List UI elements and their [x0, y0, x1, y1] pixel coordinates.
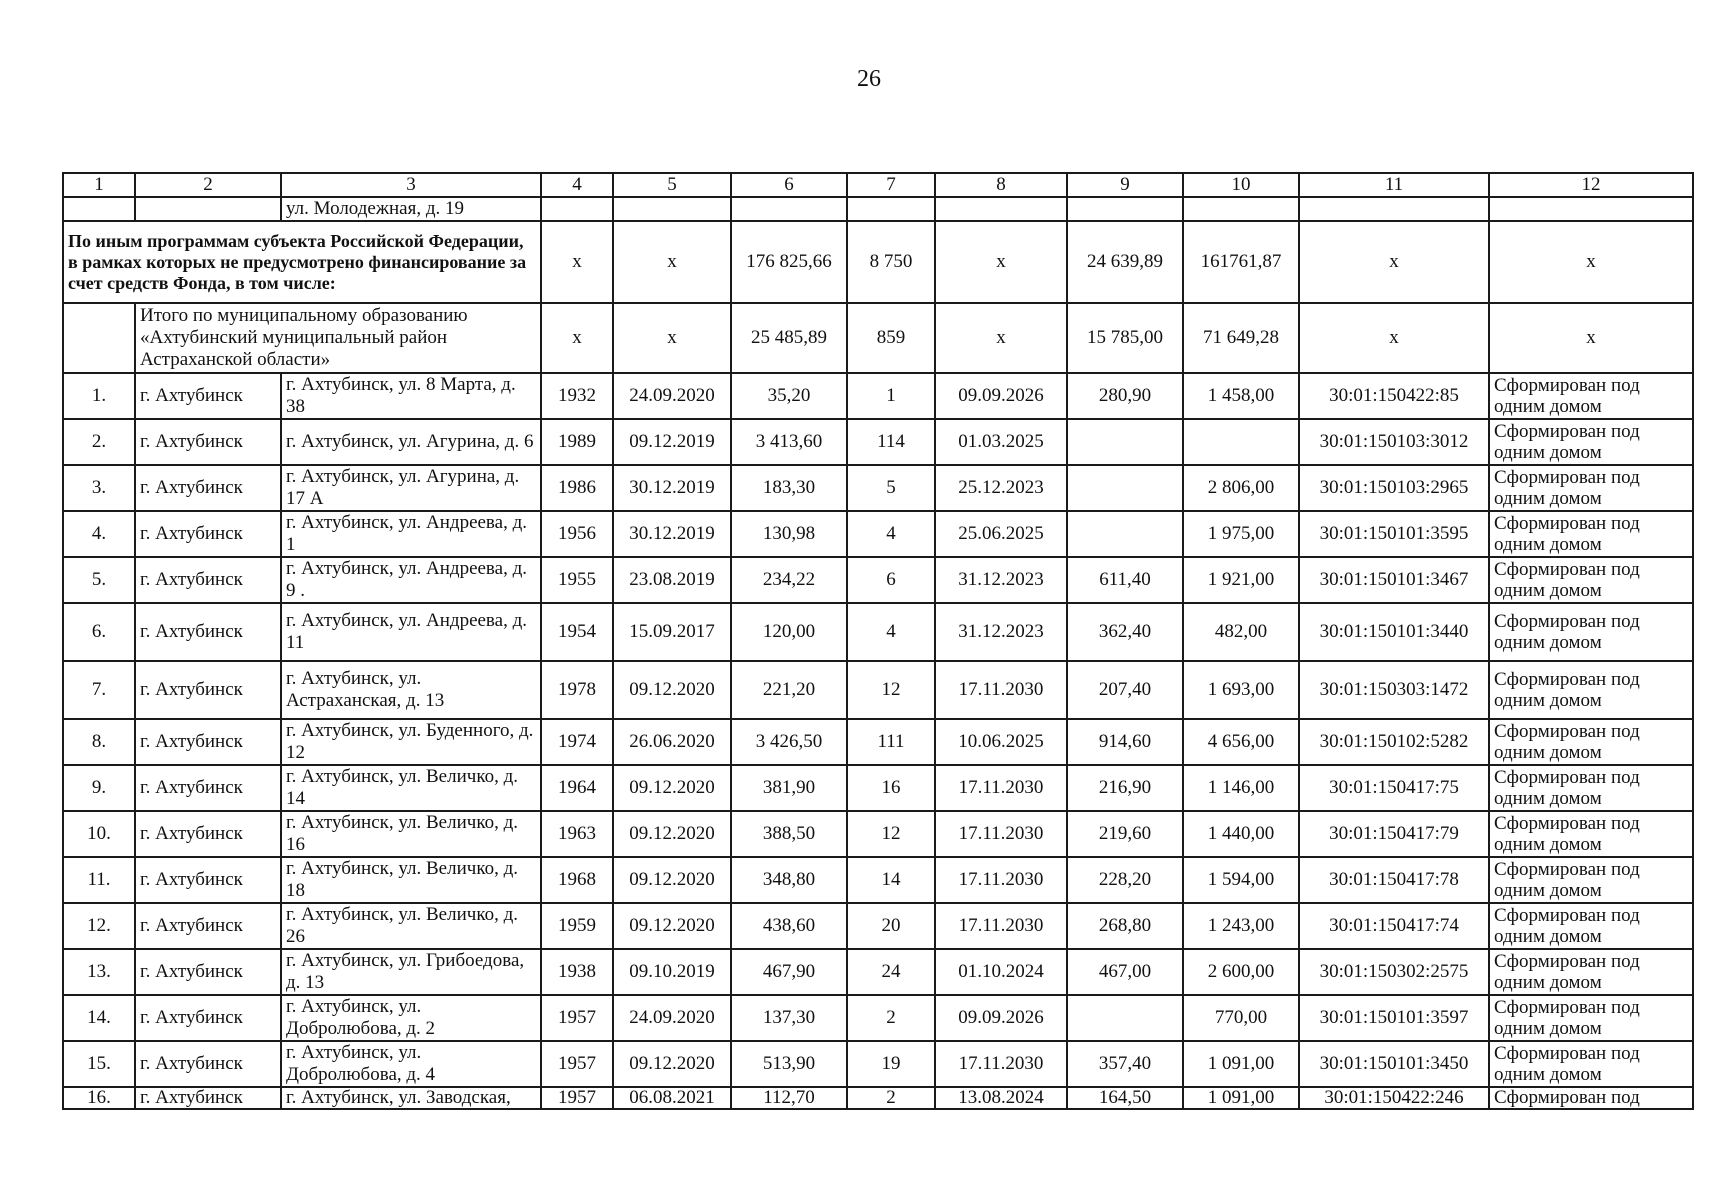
cadastral-number-cell: 30:01:150417:75	[1299, 765, 1489, 811]
deadline-cell: 17.11.2030	[935, 1041, 1067, 1087]
cadastral-number-cell: 30:01:150103:3012	[1299, 419, 1489, 465]
empty-cell	[63, 303, 135, 373]
value-cell: 228,20	[1067, 857, 1183, 903]
cadastral-number-cell: 30:01:150417:79	[1299, 811, 1489, 857]
row-number-cell: 15.	[63, 1041, 135, 1087]
area-cell: 438,60	[731, 903, 847, 949]
total-cell: x	[541, 221, 613, 303]
value-cell: 2 600,00	[1183, 949, 1299, 995]
year-cell: 1956	[541, 511, 613, 557]
cadastral-number-cell: 30:01:150102:5282	[1299, 719, 1489, 765]
column-header: 5	[613, 173, 731, 197]
row-number-cell: 12.	[63, 903, 135, 949]
cadastral-number-cell: 30:01:150101:3440	[1299, 603, 1489, 661]
total-municipal-row	[63, 303, 1693, 373]
residents-cell: 2	[847, 1087, 935, 1109]
table-row	[63, 603, 1693, 661]
residents-cell: 4	[847, 511, 935, 557]
total-programs-row	[63, 221, 1693, 303]
value-cell: 362,40	[1067, 603, 1183, 661]
table-row	[63, 949, 1693, 995]
residents-cell: 5	[847, 465, 935, 511]
deadline-cell: 13.08.2024	[935, 1087, 1067, 1109]
row-number-cell: 11.	[63, 857, 135, 903]
value-cell: 1 091,00	[1183, 1087, 1299, 1109]
residents-cell: 20	[847, 903, 935, 949]
year-cell: 1963	[541, 811, 613, 857]
column-number-header-row	[63, 173, 1693, 197]
city-cell: г. Ахтубинск	[135, 903, 281, 949]
year-cell: 1974	[541, 719, 613, 765]
date-cell: 09.12.2020	[613, 811, 731, 857]
city-cell: г. Ахтубинск	[135, 765, 281, 811]
total-cell: x	[613, 303, 731, 373]
address-cell: ул. Молодежная, д. 19	[281, 197, 541, 221]
row-number-cell: 4.	[63, 511, 135, 557]
city-cell: г. Ахтубинск	[135, 419, 281, 465]
total-cell: x	[1299, 221, 1489, 303]
residents-cell: 114	[847, 419, 935, 465]
empty-cell	[1067, 197, 1183, 221]
table-row	[63, 419, 1693, 465]
row-number-cell: 16.	[63, 1087, 135, 1109]
total-cell: 176 825,66	[731, 221, 847, 303]
year-cell: 1932	[541, 373, 613, 419]
cadastral-number-cell: 30:01:150101:3595	[1299, 511, 1489, 557]
column-header: 8	[935, 173, 1067, 197]
deadline-cell: 25.06.2025	[935, 511, 1067, 557]
city-cell: г. Ахтубинск	[135, 995, 281, 1041]
address-cell: г. Ахтубинск, ул. Величко, д. 14	[281, 765, 541, 811]
cadastral-number-cell: 30:01:150422:246	[1299, 1087, 1489, 1109]
row-number-cell: 10.	[63, 811, 135, 857]
row-number-cell: 5.	[63, 557, 135, 603]
date-cell: 09.12.2020	[613, 903, 731, 949]
year-cell: 1957	[541, 1087, 613, 1109]
deadline-cell: 25.12.2023	[935, 465, 1067, 511]
deadline-cell: 01.03.2025	[935, 419, 1067, 465]
table-row	[63, 661, 1693, 719]
row-number-cell: 3.	[63, 465, 135, 511]
table-row	[63, 811, 1693, 857]
note-cell: Сформирован под одним домом	[1489, 373, 1693, 419]
address-cell: г. Ахтубинск, ул. Величко, д. 26	[281, 903, 541, 949]
deadline-cell: 17.11.2030	[935, 661, 1067, 719]
address-cell: г. Ахтубинск, ул. Величко, д. 18	[281, 857, 541, 903]
note-cell: Сформирован под одним домом	[1489, 465, 1693, 511]
deadline-cell: 01.10.2024	[935, 949, 1067, 995]
note-cell: Сформирован под одним домом	[1489, 419, 1693, 465]
date-cell: 09.12.2019	[613, 419, 731, 465]
total-cell: x	[1489, 221, 1693, 303]
empty-cell	[847, 197, 935, 221]
area-cell: 120,00	[731, 603, 847, 661]
empty-cell	[935, 197, 1067, 221]
area-cell: 381,90	[731, 765, 847, 811]
area-cell: 3 413,60	[731, 419, 847, 465]
deadline-cell: 17.11.2030	[935, 903, 1067, 949]
deadline-cell: 17.11.2030	[935, 811, 1067, 857]
note-cell: Сформирован под одним домом	[1489, 557, 1693, 603]
date-cell: 15.09.2017	[613, 603, 731, 661]
address-cell: г. Ахтубинск, ул. Астраханская, д. 13	[281, 661, 541, 719]
total-municipal-label: Итого по муниципальному образованию «Ахтубинский муниципальный район Астраханской области»	[135, 303, 541, 373]
residents-cell: 19	[847, 1041, 935, 1087]
column-header: 3	[281, 173, 541, 197]
city-cell: г. Ахтубинск	[135, 1041, 281, 1087]
row-number-cell: 1.	[63, 373, 135, 419]
residents-cell: 14	[847, 857, 935, 903]
value-cell: 357,40	[1067, 1041, 1183, 1087]
row-number-cell: 7.	[63, 661, 135, 719]
date-cell: 23.08.2019	[613, 557, 731, 603]
table-row	[63, 511, 1693, 557]
total-cell: x	[1489, 303, 1693, 373]
year-cell: 1954	[541, 603, 613, 661]
address-cell: г. Ахтубинск, ул. Заводская,	[281, 1087, 541, 1109]
cadastral-number-cell: 30:01:150101:3467	[1299, 557, 1489, 603]
row-number-cell: 6.	[63, 603, 135, 661]
address-cell: г. Ахтубинск, ул. Агурина, д. 6	[281, 419, 541, 465]
table-row	[63, 1087, 1693, 1109]
date-cell: 09.10.2019	[613, 949, 731, 995]
note-cell: Сформирован под одним домом	[1489, 857, 1693, 903]
cadastral-number-cell: 30:01:150422:85	[1299, 373, 1489, 419]
note-cell: Сформирован под одним домом	[1489, 811, 1693, 857]
table-row	[63, 465, 1693, 511]
value-cell: 1 594,00	[1183, 857, 1299, 903]
residents-cell: 16	[847, 765, 935, 811]
area-cell: 234,22	[731, 557, 847, 603]
value-cell: 1 975,00	[1183, 511, 1299, 557]
note-cell: Сформирован под одним домом	[1489, 719, 1693, 765]
cadastral-number-cell: 30:01:150303:1472	[1299, 661, 1489, 719]
deadline-cell: 09.09.2026	[935, 995, 1067, 1041]
empty-cell	[541, 197, 613, 221]
value-cell	[1067, 995, 1183, 1041]
city-cell: г. Ахтубинск	[135, 511, 281, 557]
residents-cell: 111	[847, 719, 935, 765]
column-header: 11	[1299, 173, 1489, 197]
address-cell: г. Ахтубинск, ул. 8 Марта, д. 38	[281, 373, 541, 419]
value-cell	[1067, 511, 1183, 557]
date-cell: 24.09.2020	[613, 373, 731, 419]
value-cell: 914,60	[1067, 719, 1183, 765]
column-header: 10	[1183, 173, 1299, 197]
address-cell: г. Ахтубинск, ул. Добролюбова, д. 2	[281, 995, 541, 1041]
year-cell: 1957	[541, 995, 613, 1041]
table-row	[63, 373, 1693, 419]
area-cell: 467,90	[731, 949, 847, 995]
total-cell: 15 785,00	[1067, 303, 1183, 373]
year-cell: 1957	[541, 1041, 613, 1087]
column-header: 1	[63, 173, 135, 197]
city-cell: г. Ахтубинск	[135, 949, 281, 995]
residents-cell: 12	[847, 661, 935, 719]
total-cell: x	[613, 221, 731, 303]
address-cell: г. Ахтубинск, ул. Буденного, д. 12	[281, 719, 541, 765]
year-cell: 1989	[541, 419, 613, 465]
address-cell: г. Ахтубинск, ул. Андреева, д. 9 .	[281, 557, 541, 603]
value-cell: 1 693,00	[1183, 661, 1299, 719]
value-cell: 216,90	[1067, 765, 1183, 811]
note-cell: Сформирован под одним домом	[1489, 1041, 1693, 1087]
city-cell: г. Ахтубинск	[135, 857, 281, 903]
value-cell: 611,40	[1067, 557, 1183, 603]
value-cell	[1183, 419, 1299, 465]
city-cell: г. Ахтубинск	[135, 373, 281, 419]
note-cell: Сформирован под одним домом	[1489, 661, 1693, 719]
value-cell: 268,80	[1067, 903, 1183, 949]
total-cell: 25 485,89	[731, 303, 847, 373]
housing-registry-table	[62, 172, 1694, 1110]
date-cell: 06.08.2021	[613, 1087, 731, 1109]
value-cell: 770,00	[1183, 995, 1299, 1041]
year-cell: 1968	[541, 857, 613, 903]
empty-cell	[731, 197, 847, 221]
total-cell: 71 649,28	[1183, 303, 1299, 373]
value-cell: 164,50	[1067, 1087, 1183, 1109]
year-cell: 1986	[541, 465, 613, 511]
column-header: 12	[1489, 173, 1693, 197]
date-cell: 09.12.2020	[613, 1041, 731, 1087]
value-cell: 207,40	[1067, 661, 1183, 719]
deadline-cell: 10.06.2025	[935, 719, 1067, 765]
table-row	[63, 719, 1693, 765]
year-cell: 1964	[541, 765, 613, 811]
area-cell: 112,70	[731, 1087, 847, 1109]
empty-cell	[135, 197, 281, 221]
city-cell: г. Ахтубинск	[135, 603, 281, 661]
value-cell: 1 243,00	[1183, 903, 1299, 949]
continuation-row	[63, 197, 1693, 221]
table-row	[63, 1041, 1693, 1087]
table-row	[63, 857, 1693, 903]
area-cell: 137,30	[731, 995, 847, 1041]
total-cell: x	[935, 303, 1067, 373]
date-cell: 09.12.2020	[613, 765, 731, 811]
total-cell: 859	[847, 303, 935, 373]
table-row	[63, 557, 1693, 603]
city-cell: г. Ахтубинск	[135, 811, 281, 857]
address-cell: г. Ахтубинск, ул. Грибоедова, д. 13	[281, 949, 541, 995]
address-cell: г. Ахтубинск, ул. Величко, д. 16	[281, 811, 541, 857]
date-cell: 30.12.2019	[613, 465, 731, 511]
empty-cell	[1489, 197, 1693, 221]
value-cell	[1067, 465, 1183, 511]
total-cell: 8 750	[847, 221, 935, 303]
deadline-cell: 31.12.2023	[935, 557, 1067, 603]
date-cell: 09.12.2020	[613, 661, 731, 719]
city-cell: г. Ахтубинск	[135, 661, 281, 719]
year-cell: 1978	[541, 661, 613, 719]
total-cell: 161761,87	[1183, 221, 1299, 303]
date-cell: 09.12.2020	[613, 857, 731, 903]
row-number-cell: 9.	[63, 765, 135, 811]
page-number: 26	[857, 66, 881, 92]
area-cell: 35,20	[731, 373, 847, 419]
total-programs-label: По иным программам субъекта Российской Федерации, в рамках которых не предусмотрено финансирование за счет средств Фонда, в том числе:	[63, 221, 541, 303]
address-cell: г. Ахтубинск, ул. Андреева, д. 1	[281, 511, 541, 557]
table-row	[63, 903, 1693, 949]
deadline-cell: 17.11.2030	[935, 857, 1067, 903]
address-cell: г. Ахтубинск, ул. Добролюбова, д. 4	[281, 1041, 541, 1087]
row-number-cell: 8.	[63, 719, 135, 765]
area-cell: 388,50	[731, 811, 847, 857]
note-cell: Сформирован под одним домом	[1489, 995, 1693, 1041]
empty-cell	[63, 197, 135, 221]
value-cell: 4 656,00	[1183, 719, 1299, 765]
value-cell: 1 440,00	[1183, 811, 1299, 857]
date-cell: 24.09.2020	[613, 995, 731, 1041]
column-header: 2	[135, 173, 281, 197]
column-header: 9	[1067, 173, 1183, 197]
residents-cell: 6	[847, 557, 935, 603]
value-cell	[1067, 419, 1183, 465]
cadastral-number-cell: 30:01:150417:74	[1299, 903, 1489, 949]
cadastral-number-cell: 30:01:150302:2575	[1299, 949, 1489, 995]
value-cell: 467,00	[1067, 949, 1183, 995]
empty-cell	[1183, 197, 1299, 221]
table-row	[63, 995, 1693, 1041]
city-cell: г. Ахтубинск	[135, 557, 281, 603]
year-cell: 1938	[541, 949, 613, 995]
value-cell: 1 091,00	[1183, 1041, 1299, 1087]
city-cell: г. Ахтубинск	[135, 465, 281, 511]
value-cell: 280,90	[1067, 373, 1183, 419]
residents-cell: 1	[847, 373, 935, 419]
value-cell: 2 806,00	[1183, 465, 1299, 511]
cadastral-number-cell: 30:01:150103:2965	[1299, 465, 1489, 511]
note-cell: Сформирован под одним домом	[1489, 511, 1693, 557]
residents-cell: 12	[847, 811, 935, 857]
residents-cell: 4	[847, 603, 935, 661]
city-cell: г. Ахтубинск	[135, 719, 281, 765]
cadastral-number-cell: 30:01:150101:3597	[1299, 995, 1489, 1041]
cadastral-number-cell: 30:01:150101:3450	[1299, 1041, 1489, 1087]
column-header: 7	[847, 173, 935, 197]
empty-cell	[613, 197, 731, 221]
note-cell: Сформирован под одним домом	[1489, 903, 1693, 949]
empty-cell	[1299, 197, 1489, 221]
deadline-cell: 17.11.2030	[935, 765, 1067, 811]
value-cell: 482,00	[1183, 603, 1299, 661]
total-cell: x	[935, 221, 1067, 303]
year-cell: 1955	[541, 557, 613, 603]
value-cell: 1 921,00	[1183, 557, 1299, 603]
address-cell: г. Ахтубинск, ул. Агурина, д. 17 А	[281, 465, 541, 511]
note-cell: Сформирован под	[1489, 1087, 1693, 1109]
date-cell: 30.12.2019	[613, 511, 731, 557]
city-cell: г. Ахтубинск	[135, 1087, 281, 1109]
deadline-cell: 31.12.2023	[935, 603, 1067, 661]
cadastral-number-cell: 30:01:150417:78	[1299, 857, 1489, 903]
total-cell: 24 639,89	[1067, 221, 1183, 303]
area-cell: 130,98	[731, 511, 847, 557]
table-row	[63, 765, 1693, 811]
note-cell: Сформирован под одним домом	[1489, 949, 1693, 995]
residents-cell: 24	[847, 949, 935, 995]
area-cell: 513,90	[731, 1041, 847, 1087]
residents-cell: 2	[847, 995, 935, 1041]
deadline-cell: 09.09.2026	[935, 373, 1067, 419]
column-header: 6	[731, 173, 847, 197]
value-cell: 219,60	[1067, 811, 1183, 857]
row-number-cell: 2.	[63, 419, 135, 465]
year-cell: 1959	[541, 903, 613, 949]
note-cell: Сформирован под одним домом	[1489, 765, 1693, 811]
total-cell: x	[541, 303, 613, 373]
total-cell: x	[1299, 303, 1489, 373]
area-cell: 221,20	[731, 661, 847, 719]
row-number-cell: 13.	[63, 949, 135, 995]
note-cell: Сформирован под одним домом	[1489, 603, 1693, 661]
area-cell: 3 426,50	[731, 719, 847, 765]
area-cell: 348,80	[731, 857, 847, 903]
address-cell: г. Ахтубинск, ул. Андреева, д. 11	[281, 603, 541, 661]
value-cell: 1 146,00	[1183, 765, 1299, 811]
area-cell: 183,30	[731, 465, 847, 511]
column-header: 4	[541, 173, 613, 197]
row-number-cell: 14.	[63, 995, 135, 1041]
date-cell: 26.06.2020	[613, 719, 731, 765]
value-cell: 1 458,00	[1183, 373, 1299, 419]
